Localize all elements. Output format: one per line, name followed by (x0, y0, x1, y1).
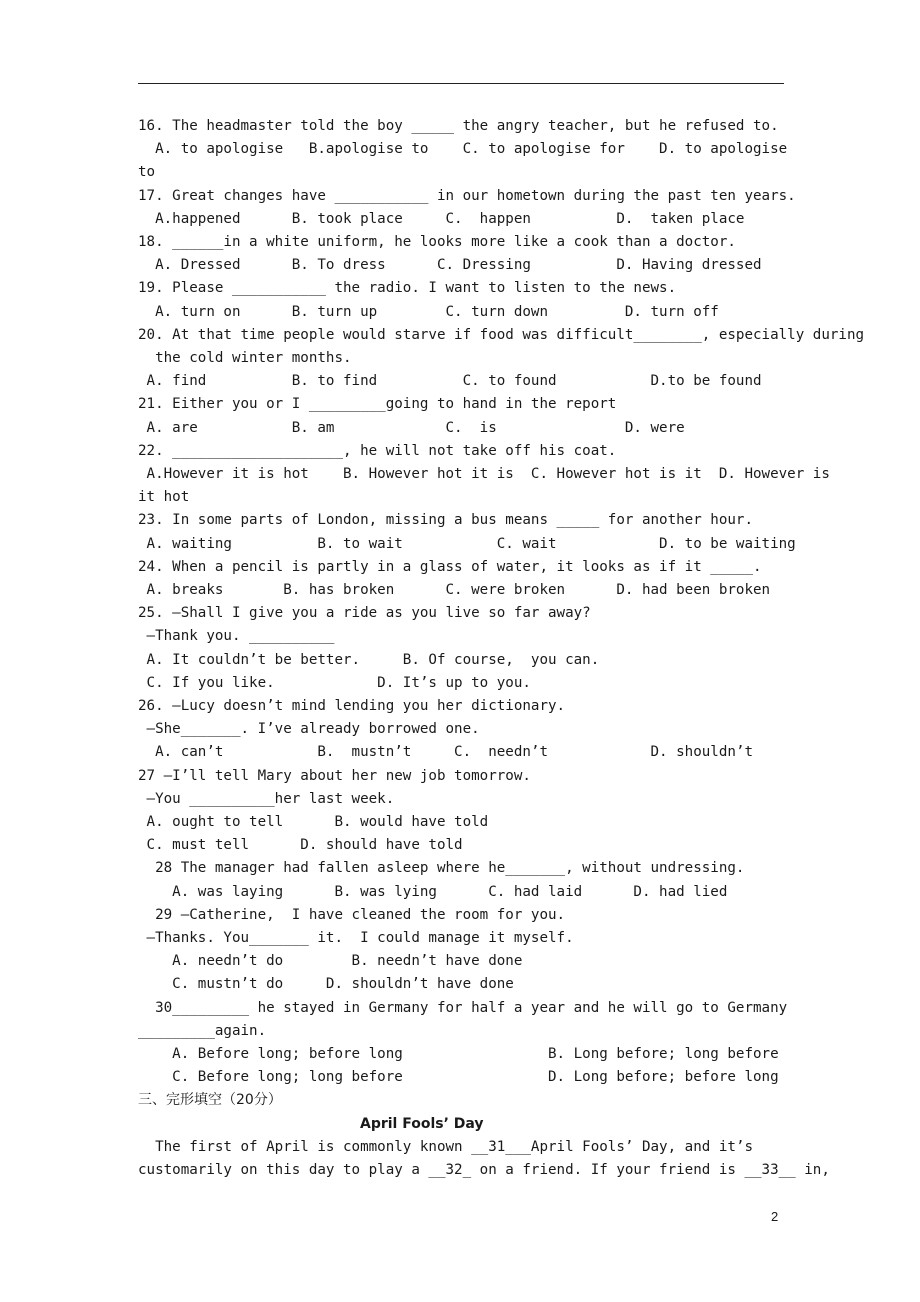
text-line: it hot (138, 489, 190, 506)
text-line: 26. —Lucy doesn’t mind lending you her dictionary. (138, 698, 566, 714)
text-line: —Thank you. __________ (138, 628, 335, 645)
text-line: 28 The manager had fallen asleep where he_______, without undressing. (138, 860, 745, 877)
text-line: —You __________her last week. (138, 790, 395, 807)
text-line: C. mustn’t do D. shouldn’t have done (138, 976, 514, 993)
text-line: A.happened B. took place C. happen D. taken place (138, 210, 745, 227)
text-line: —Thanks. You_______ it. I could manage it myself. (138, 930, 574, 946)
text-line: A. find B. to find C. to found D.to be found (138, 373, 762, 390)
text-line: A. to apologise B.apologise to C. to apologise for D. to apologise (138, 141, 788, 158)
text-line: A. Before long; before long B. Long before; long before (138, 1046, 779, 1062)
text-line: A. are B. am C. is D. were (138, 419, 685, 436)
text-line: 27 —I’ll tell Mary about her new job tomorrow. (138, 767, 531, 784)
text-line: _________again. (138, 1022, 267, 1039)
text-line: A. waiting B. to wait C. wait D. to be waiting (138, 535, 796, 552)
text-line: 21. Either you or I _________going to hand in the report (138, 396, 617, 413)
text-line: 17. Great changes have ___________ in our hometown during the past ten years. (138, 187, 796, 204)
text-line: customarily on this day to play a __32_ on a friend. If your friend is __33__ in, (138, 1162, 830, 1178)
text-line: A.However it is hot B. However hot it is C. However hot is it D. However is (138, 466, 830, 482)
header-rule (138, 83, 784, 84)
text-line: A. can’t B. mustn’t C. needn’t D. shouldn’t (138, 744, 753, 761)
text-line: 29 —Catherine, I have cleaned the room for you. (138, 906, 566, 923)
text-line: C. must tell D. should have told (138, 837, 463, 854)
text-line: 24. When a pencil is partly in a glass of water, it looks as if it _____. (138, 558, 762, 575)
text-line: 25. —Shall I give you a ride as you live so far away? (138, 605, 591, 622)
text-line: 19. Please ___________ the radio. I want to listen to the news. (138, 280, 677, 297)
text-line: C. If you like. D. It’s up to you. (138, 674, 531, 691)
passage-title: April Fools’ Day (360, 1115, 484, 1132)
text-line: —She_______. I’ve already borrowed one. (138, 721, 480, 738)
text-line: A. breaks B. has broken C. were broken D. had been broken (138, 582, 771, 598)
text-line: the cold winter months. (138, 350, 352, 366)
text-line: A. turn on B. turn up C. turn down D. turn off (138, 303, 719, 320)
page-number: 2 (771, 1209, 779, 1224)
text-line: 23. In some parts of London, missing a bus means _____ for another hour. (138, 512, 753, 529)
text-line: A. needn’t do B. needn’t have done (138, 953, 523, 970)
text-line: 20. At that time people would starve if food was difficult________, especially during (138, 326, 865, 343)
text-line: The first of April is commonly known __31___April Fools’ Day, and it’s (138, 1138, 753, 1155)
text-line: A. was laying B. was lying C. had laid D. had lied (138, 883, 728, 900)
text-line: 三、完形填空（20分） (138, 1092, 282, 1109)
text-line: to (138, 164, 156, 181)
text-line: 16. The headmaster told the boy _____ the angry teacher, but he refused to. (138, 118, 779, 134)
text-line: A. Dressed B. To dress C. Dressing D. Having dressed (138, 257, 762, 274)
text-line: 18. ______in a white uniform, he looks more like a cook than a doctor. (138, 234, 736, 250)
text-line: C. Before long; long before D. Long before; before long (138, 1069, 779, 1086)
text-line: A. It couldn’t be better. B. Of course, you can. (138, 651, 600, 668)
text-line: A. ought to tell B. would have told (138, 814, 489, 830)
text-line: 22. ____________________, he will not take off his coat. (138, 442, 617, 459)
text-line: 30_________ he stayed in Germany for half a year and he will go to Germany (138, 999, 788, 1016)
